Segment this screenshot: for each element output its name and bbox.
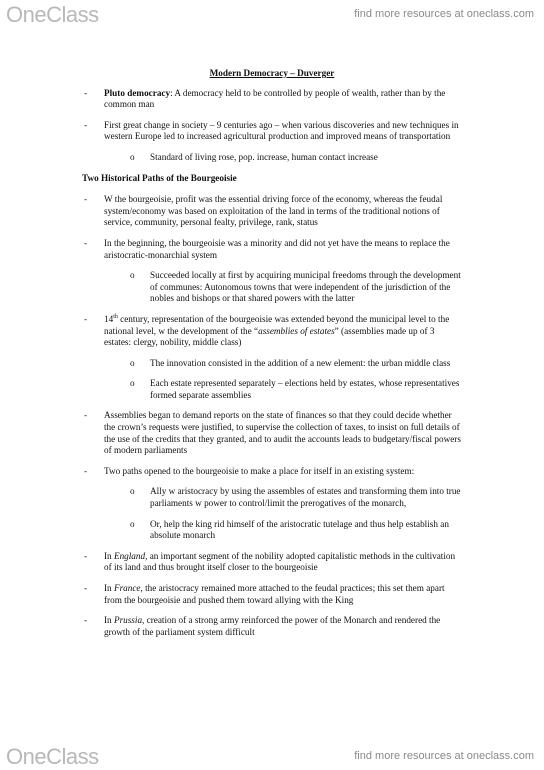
document-title: Modern Democracy – Duverger — [209, 68, 335, 78]
sub-item-text: Each estate represented separately – elections held by estates, whose representatives formed separate assemblies — [150, 378, 460, 400]
list-item — [82, 466, 462, 478]
term-pluto-democracy: Pluto democracy — [104, 87, 171, 98]
ordinal-suffix: th — [113, 313, 118, 320]
sub-list-item — [82, 486, 462, 509]
dash-bullet: - — [84, 119, 88, 130]
sub-item-text: Ally w aristocracy by using the assembles of estates and transforming them into true parliaments w power to control/limit the prerogatives of the monarch, — [150, 486, 461, 509]
list-item — [82, 88, 462, 111]
italic-term: assemblies of estates — [258, 325, 335, 336]
paragraph-text: , an important segment of the nobility adopted capitalistic methods in the cultivation of its land and thus brought itself closer to the bourgeoisie — [104, 550, 456, 573]
circle-bullet: o — [130, 270, 135, 281]
dash-bullet: - — [84, 87, 88, 98]
sub-list-item — [82, 519, 462, 542]
circle-bullet: o — [130, 518, 135, 529]
sub-list-item — [82, 152, 462, 164]
circle-bullet: o — [130, 151, 135, 162]
dash-bullet: - — [84, 194, 88, 205]
document-body — [82, 68, 462, 647]
paragraph-text: First great change in society – 9 centuries ago – when various discoveries and new techniques in western Europe led to increased agricultural production and improved means of transportation — [104, 119, 459, 142]
italic-term: France — [113, 583, 141, 593]
list-item — [82, 238, 462, 261]
oneclass-logo-footer: OneClass — [6, 744, 99, 769]
sub-item-text: The innovation consisted in the addition of a new element: the urban middle class — [150, 357, 451, 368]
paragraph-text: Two paths opened to the bourgeoisie to make a place for itself in an existing system: — [104, 465, 415, 476]
list-item — [82, 314, 462, 349]
dash-bullet: - — [84, 410, 88, 421]
circle-bullet: o — [130, 357, 135, 368]
dash-bullet: - — [84, 313, 88, 324]
italic-term: Prussia — [113, 615, 143, 626]
paragraph-text: Assemblies began to demand reports on the state of finances so that they could decide whether the crown’s requests were justified, to supervise the collection of taxes, to insist on full details of the use of the credits that they granted, and to audit the accounts leads to budgetary/fiscal powers of modern parliaments — [104, 410, 461, 456]
list-item — [82, 551, 462, 574]
definition-text: : A democracy held to be controlled by people of wealth, rather than by the common man — [104, 87, 446, 110]
paragraph-text: In — [104, 583, 114, 593]
list-item — [82, 615, 462, 638]
sub-item-text: Standard of living rose, pop. increase, human contact increase — [150, 151, 378, 162]
sub-list-item — [82, 358, 462, 370]
footer-promo-text: find more resources at oneclass.com — [354, 750, 534, 762]
dash-bullet: - — [84, 550, 88, 561]
circle-bullet: o — [130, 378, 135, 389]
list-item — [82, 583, 462, 606]
sub-item-text: Succeeded locally at first by acquiring municipal freedoms through the development of communes: Autonomous towns that were independent of the jurisdiction of the nobles and bishops or that shared powers with the latter — [150, 270, 461, 304]
paragraph-text: , the aristocracy remained more attached to the feudal practices; this set them apart from the bourgeoisie and pushed them toward allying with the King — [104, 583, 445, 605]
century-number: 14 — [104, 313, 114, 324]
dash-bullet: - — [84, 615, 88, 626]
oneclass-logo: OneClass — [6, 2, 99, 27]
list-item — [82, 194, 462, 229]
paragraph-text: , creation of a strong army reinforced the power of the Monarch and rendered the growth of the parliament system difficult — [104, 615, 441, 637]
italic-term: England — [113, 550, 146, 561]
sub-list-item — [82, 378, 462, 401]
paragraph-text: In — [104, 550, 114, 561]
circle-bullet: o — [130, 486, 135, 497]
paragraph-text: In the beginning, the bourgeoisie was a minority and did not yet have the means to replace the aristocratic-monarchial system — [104, 237, 450, 260]
dash-bullet: - — [84, 583, 88, 593]
paragraph-text: century, representation of the bourgeoisie was extended beyond the municipal level to the national level, w the development of the “ — [104, 313, 450, 336]
paragraph-text: ” (assemblies made up of 3 estates: clergy, nobility, middle class) — [104, 325, 435, 348]
sub-list-item — [82, 270, 462, 305]
section-heading: Two Historical Paths of the Bourgeoisie — [82, 172, 237, 183]
paragraph-text: W the bourgeoisie, profit was the essential driving force of the economy, whereas the feudal system/economy was based on exploitation of the land in terms of the traditional notions of service, community, personal fealty, privilege, rank, status — [104, 194, 443, 228]
dash-bullet: - — [84, 237, 88, 248]
paragraph-text: In — [104, 615, 114, 626]
dash-bullet: - — [84, 465, 88, 476]
header-promo-text: find more resources at oneclass.com — [354, 8, 534, 20]
sub-item-text: Or, help the king rid himself of the aristocratic tutelage and thus help establish an absolute monarch — [150, 518, 449, 541]
list-item — [82, 120, 462, 143]
list-item — [82, 410, 462, 456]
